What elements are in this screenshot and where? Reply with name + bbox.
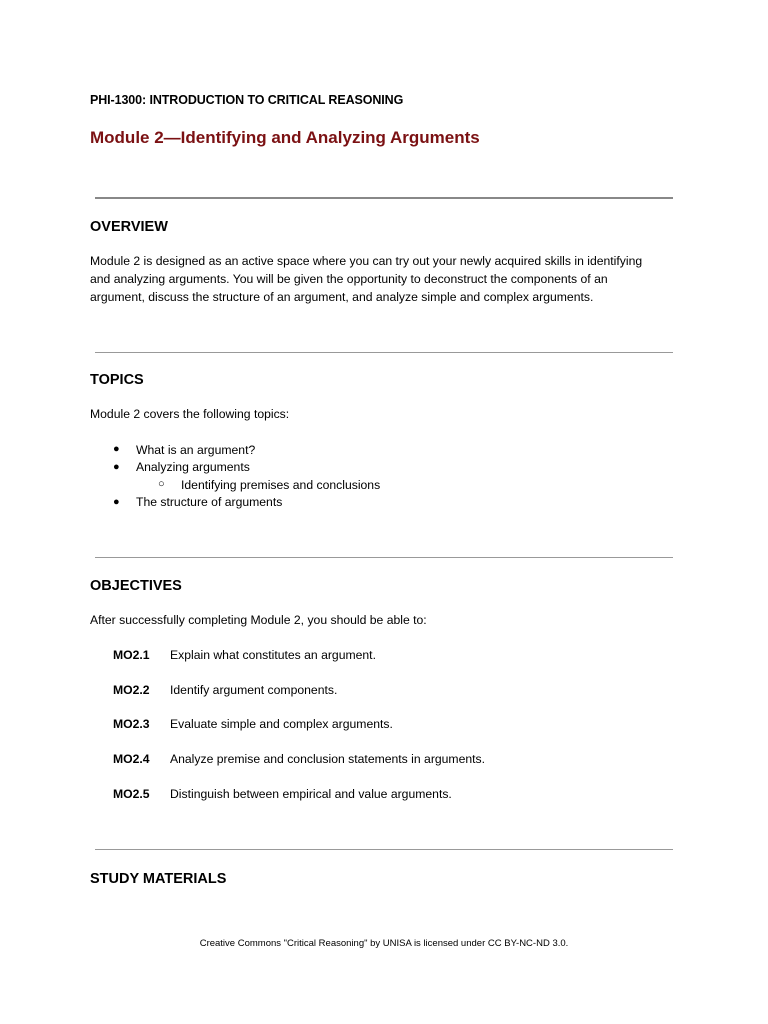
sub-bullet-icon: ○	[158, 478, 165, 490]
divider	[95, 849, 673, 850]
bullet-icon: ●	[113, 496, 120, 508]
license-footer: Creative Commons "Critical Reasoning" by UNISA is licensed under CC BY-NC-ND 3.0.	[199, 938, 569, 949]
list-item: Identifying premises and conclusions	[181, 478, 381, 492]
overview-paragraph	[90, 252, 680, 306]
divider	[95, 197, 673, 199]
list-item: What is an argument?	[136, 443, 256, 457]
objective-text: Distinguish between empirical and value arguments.	[170, 787, 452, 801]
objectives-intro: After successfully completing Module 2, you should be able to:	[90, 613, 427, 627]
topics-heading: TOPICS	[90, 372, 144, 388]
overview-heading: OVERVIEW	[90, 219, 168, 235]
course-title: PHI-1300: INTRODUCTION TO CRITICAL REASONING	[90, 93, 404, 107]
list-item: Analyzing arguments	[136, 460, 250, 474]
study-materials-heading: STUDY MATERIALS	[90, 871, 227, 887]
objective-text: Identify argument components.	[170, 683, 338, 697]
objective-text: Analyze premise and conclusion statements in arguments.	[170, 752, 486, 766]
divider	[95, 352, 673, 353]
module-title: Module 2—Identifying and Analyzing Arguments	[90, 128, 480, 147]
list-item: The structure of arguments	[136, 495, 283, 509]
overview-line: argument, discuss the structure of an argument, and analyze simple and complex arguments.	[90, 290, 594, 304]
divider	[95, 557, 673, 558]
objective-text: Evaluate simple and complex arguments.	[170, 717, 393, 731]
objectives-heading: OBJECTIVES	[90, 578, 182, 594]
objective-text: Explain what constitutes an argument.	[170, 648, 376, 662]
objective-code: MO2.5	[113, 787, 150, 801]
objective-code: MO2.3	[113, 717, 150, 731]
objective-code: MO2.1	[113, 648, 150, 662]
topics-intro: Module 2 covers the following topics:	[90, 407, 290, 421]
objective-code: MO2.2	[113, 683, 150, 697]
objective-code: MO2.4	[113, 752, 150, 766]
overview-line: Module 2 is designed as an active space where you can try out your newly acquired skills in identifying	[90, 254, 643, 268]
bullet-icon: ●	[113, 443, 120, 455]
overview-line: and analyzing arguments. You will be given the opportunity to deconstruct the components of an	[90, 272, 608, 286]
bullet-icon: ●	[113, 461, 120, 473]
